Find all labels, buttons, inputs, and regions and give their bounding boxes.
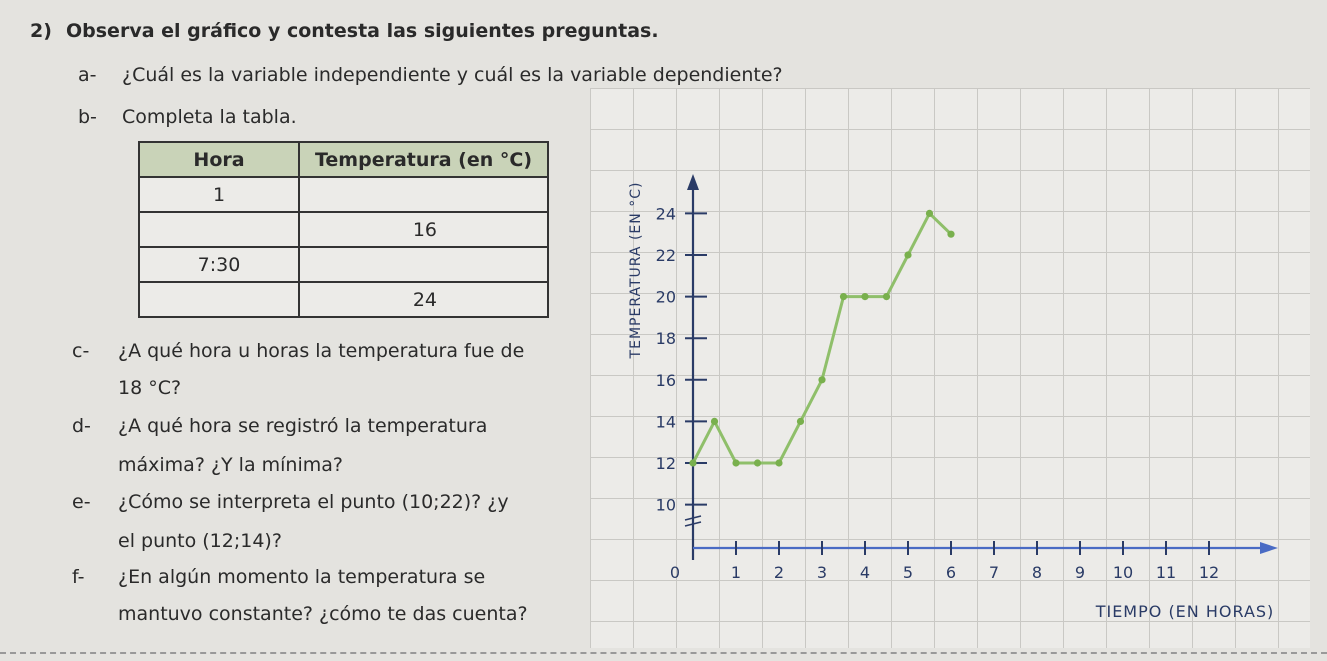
item-f-line1: ¿En algún momento la temperatura se xyxy=(118,566,486,588)
item-d-letter: d- xyxy=(72,415,91,437)
x-tick-label: 5 xyxy=(902,563,914,582)
x-tick-label: 12 xyxy=(1198,563,1220,582)
x-tick-label: 11 xyxy=(1155,563,1177,582)
x-tick-label: 8 xyxy=(1031,563,1043,582)
item-e-letter: e- xyxy=(72,491,91,513)
item-e-line1: ¿Cómo se interpreta el punto (10;22)? ¿y xyxy=(118,491,509,513)
y-tick-label: 16 xyxy=(655,370,676,390)
table-header-temperatura: Temperatura (en °C) xyxy=(299,142,548,177)
item-c-line2: 18 °C? xyxy=(118,377,182,399)
item-f-letter: f- xyxy=(72,566,85,588)
y-tick-label: 10 xyxy=(655,495,676,515)
x-tick-label: 1 xyxy=(730,563,742,582)
data-point xyxy=(926,210,933,217)
x-tick-label: 9 xyxy=(1074,563,1086,582)
x-tick-label: 3 xyxy=(816,563,828,582)
data-point xyxy=(883,293,890,300)
data-point xyxy=(904,251,911,258)
x-axis-arrow xyxy=(1260,542,1278,554)
x-tick-label: 2 xyxy=(773,563,785,582)
x-tick-label: 7 xyxy=(988,563,1000,582)
data-point xyxy=(689,459,696,466)
x-tick-label: 0 xyxy=(669,563,681,582)
page-divider xyxy=(0,652,1327,654)
x-tick-label: 10 xyxy=(1112,563,1134,582)
data-point xyxy=(840,293,847,300)
question-title: Observa el gráfico y contesta las siguientes preguntas. xyxy=(66,20,659,42)
item-b-letter: b- xyxy=(78,106,97,128)
item-d-line1: ¿A qué hora se registró la temperatura xyxy=(118,415,488,437)
temperature-line xyxy=(693,213,951,463)
table-cell-temperatura[interactable]: 16 xyxy=(299,212,548,247)
data-point xyxy=(732,459,739,466)
data-point xyxy=(947,231,954,238)
y-axis-title: TEMPERATURA (EN °C) xyxy=(628,181,644,359)
item-c-letter: c- xyxy=(72,340,90,362)
y-tick-label: 24 xyxy=(655,204,676,224)
data-point xyxy=(797,418,804,425)
data-point xyxy=(711,418,718,425)
table-header-hora: Hora xyxy=(139,142,299,177)
data-point xyxy=(818,376,825,383)
y-tick-label: 14 xyxy=(655,412,676,432)
table-cell-temperatura[interactable]: 24 xyxy=(299,282,548,317)
x-axis-title: TIEMPO (EN HORAS) xyxy=(1095,602,1275,621)
y-tick-label: 18 xyxy=(655,329,676,349)
item-d-line2: máxima? ¿Y la mínima? xyxy=(118,454,343,476)
x-tick-label: 6 xyxy=(945,563,957,582)
item-e-line2: el punto (12;14)? xyxy=(118,530,282,552)
data-point xyxy=(775,459,782,466)
table-cell-hora[interactable]: 1 xyxy=(139,177,299,212)
table-cell-hora[interactable]: 7:30 xyxy=(139,247,299,282)
y-tick-label: 22 xyxy=(655,246,676,265)
item-a-text: ¿Cuál es la variable independiente y cuál es la variable dependiente? xyxy=(122,64,783,86)
data-point xyxy=(861,293,868,300)
item-a-letter: a- xyxy=(78,64,97,86)
x-tick-label: 4 xyxy=(859,563,871,582)
data-point xyxy=(754,459,761,466)
y-axis-arrow xyxy=(687,174,699,190)
item-c-line1: ¿A qué hora u horas la temperatura fue de xyxy=(118,340,525,362)
item-f-line2: mantuvo constante? ¿cómo te das cuenta? xyxy=(118,603,528,625)
item-b-text: Completa la tabla. xyxy=(122,106,297,128)
question-number: 2) xyxy=(30,20,52,42)
y-tick-label: 20 xyxy=(655,287,676,307)
y-tick-label: 12 xyxy=(655,454,676,473)
